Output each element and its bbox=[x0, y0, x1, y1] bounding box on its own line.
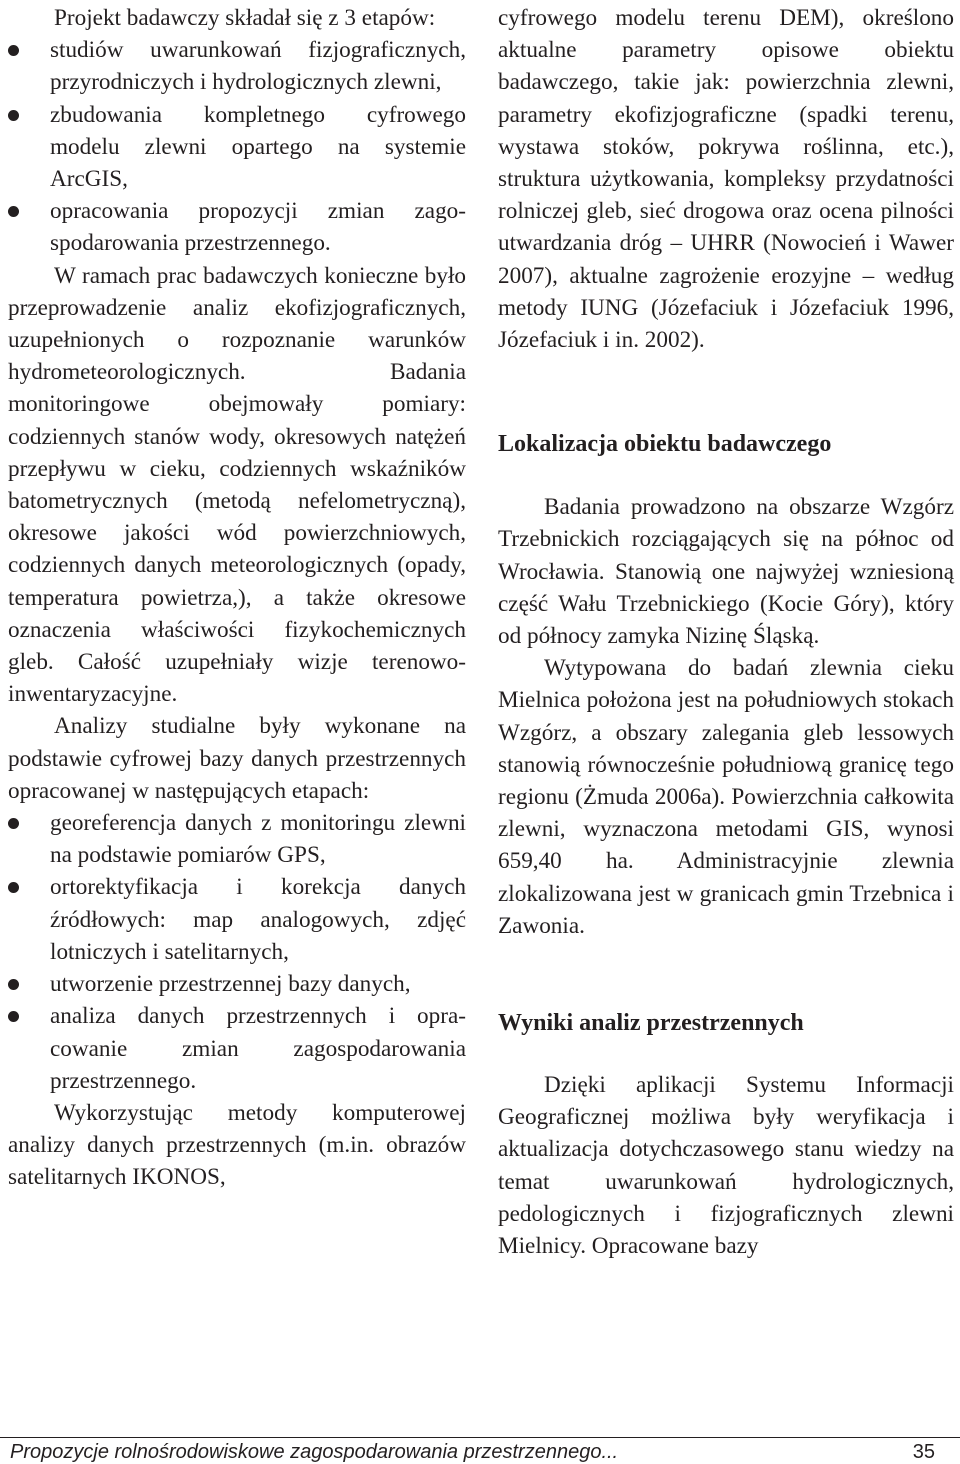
continued-paragraph: cyfrowego modelu terenu DEM), określono aktualne parametry opisowe obiektu badawczego, takie jak: powierzchnia zlewni, parametry ekofizjograficzne (spadki terenu, wystawa stoków, pokrywa roślinna, etc.), struktura użytkowania, kompleksy przydatności rolniczej gleb, sieć drogowa oraz ocena pilności utwardzania dróg – UHRR (Nowocień i Wawer 2007), aktualne zagrożenie erozyjne – według metody IUNG (Józefaciuk i Józefaciuk 1996, Józefaciuk i in. 2002). bbox=[498, 5, 954, 354]
footer-divider bbox=[0, 1437, 960, 1438]
location-paragraph-1: Badania prowadzono na obszarze Wzgórz Trzebnickich rozciągających się na północ od Wrocławia. Stanowią one najwyżej wzniesioną część Wału Trzebnickiego (Kocie Góry), który od północy zamyka Nizinę Śląską. bbox=[498, 494, 954, 650]
list-item: georeferencja danych z monitoringu zlewni na podstawie pomiarów GPS, bbox=[8, 807, 466, 871]
list-item: opracowania propozycji zmian zagospodarowania przestrzennego. bbox=[8, 195, 466, 259]
section-heading-results: Wyniki analiz przestrzennych bbox=[498, 1010, 804, 1037]
steps-list bbox=[8, 807, 466, 1097]
intro-paragraph: Projekt badawczy składał się z 3 etapów: bbox=[54, 5, 436, 31]
left-column bbox=[8, 2, 466, 1194]
list-item: zbudowania kompletnego cyfrowego modelu zlewni opartego na systemie ArcGIS, bbox=[8, 99, 466, 196]
page-footer bbox=[10, 1440, 935, 1464]
list-item: analiza danych przestrzennych i opracowanie zmian zagospodarowania przestrzennego. bbox=[8, 1000, 466, 1097]
right-column bbox=[498, 2, 954, 1262]
running-title: Propozycje rolnośrodowiskowe zagospodarowania przestrzennego... bbox=[10, 1441, 619, 1463]
list-item: studiów uwarunkowań fizjograficznych, przyrodniczych i hydrologicznych zlewni, bbox=[8, 34, 466, 98]
methods-paragraph: Wykorzystując metody komputerowej analizy danych przestrzennych (m.in. obrazów satelitarnych IKONOS, bbox=[8, 1099, 466, 1191]
page-number: 35 bbox=[912, 1441, 935, 1463]
list-item: utworzenie przestrzennej bazy danych, bbox=[8, 968, 466, 1000]
list-item: ortorektyfikacja i korekcja danych źródłowych: map analogowych, zdjęć lotniczych i satelitarnych, bbox=[8, 871, 466, 968]
stages-list bbox=[8, 34, 466, 259]
location-paragraph-2: Wytypowana do badań zlewnia cieku Mielnica położona jest na południowych stokach Wzgórz, a obszary zalegania gleb lessowych stanowią równocześnie południową granicę tego regionu (Żmuda 2006a). Powierzchnia całkowita zlewni, wyznaczona metodami GIS, wynosi 659,40 ha. Administracyjnie zlewnia zlokalizowana jest w granicach gmin Trzebnica i Zawonia. bbox=[498, 655, 954, 939]
analyses-paragraph: Analizy studialne były wykonane na podstawie cyfrowej bazy danych przestrzennych opracowanej w następujących etapach: bbox=[8, 713, 466, 804]
results-paragraph: Dzięki aplikacji Systemu Informacji Geograficznej możliwa były weryfikacja i aktualizacja dotychczasowego stanu wiedzy na temat uwarunkowań hydrologicznych, pedologicznych i fizjograficznych zlewni Mielnicy. Opracowane bazy bbox=[498, 1072, 954, 1260]
section-heading-location: Lokalizacja obiektu badawczego bbox=[498, 431, 832, 458]
work-paragraph: W ramach prac badawczych konieczne było przeprowadzenie analiz ekofizjograficznych, uzupełnionych o rozpoznanie warunków hydrometeorologicznych. Badania monitoringowe obejmowały pomiary: codziennych stanów wody, okresowych natężeń przepływu w cieku, codziennych wskaźników batometrycznych (metodą nefelometryczną), okresowe jakości wód powierzchniowych, codziennych danych meteorologicznych (opady, temperatura powietrza,), a także okresowe oznaczenia właściwości fizykochemicznych gleb. Całość uzupełniały wizje terenowo-inwentaryzacyjne. bbox=[8, 262, 466, 708]
